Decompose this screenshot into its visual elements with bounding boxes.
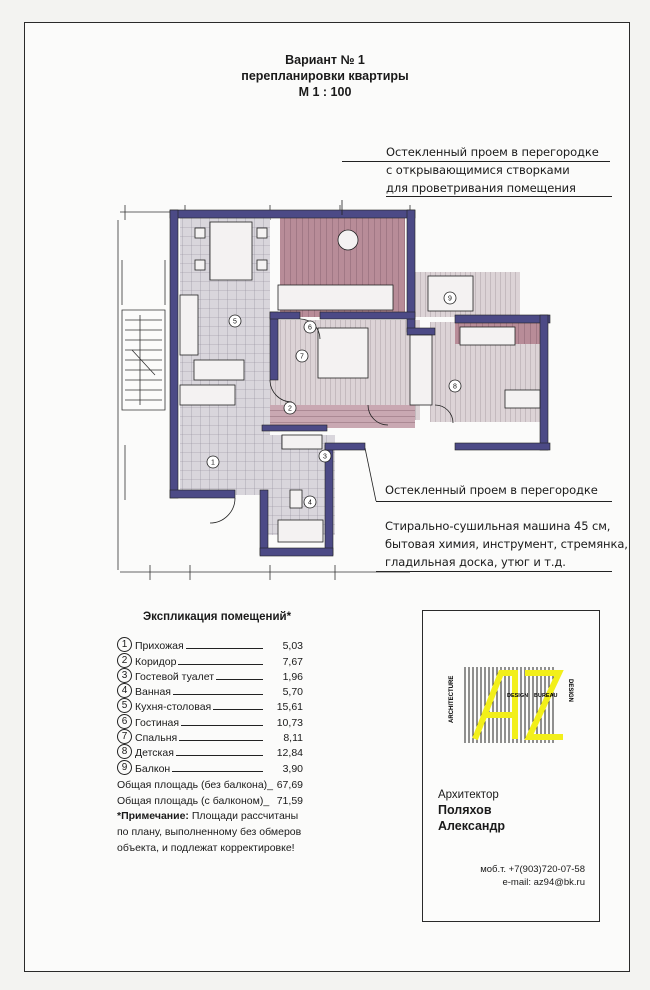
explication-row: 4 Ванная 5,70 — [117, 683, 303, 698]
leader-line-top — [342, 161, 610, 162]
explication-row: 2 Коридор 7,67 — [117, 652, 303, 667]
note-glazed-opening-top — [386, 143, 599, 197]
explication-row: 5 Кухня-столовая 15,61 — [117, 698, 303, 713]
room-marker-4 — [304, 496, 316, 508]
room-marker-1 — [207, 456, 219, 468]
email-link[interactable]: e-mail: az94@bk.ru — [502, 877, 585, 888]
explication-row: 9 Балкон 3,90 — [117, 759, 303, 774]
total-with-balcony: Общая площадь (с балконом)_ 71,59 — [117, 794, 303, 807]
architect-name — [438, 802, 505, 834]
note-top-line-1: Остекленный проем в перегородке — [386, 145, 599, 159]
svg-text:DESIGN: DESIGN — [567, 679, 573, 703]
title-line-2: перепланировки квартиры — [241, 69, 409, 83]
title-line-3: М 1 : 100 — [298, 85, 352, 99]
note-glazed-text: Остекленный проем в перегородке — [385, 483, 598, 497]
room-marker-7 — [296, 350, 308, 362]
svg-text:BUREAU: BUREAU — [534, 693, 558, 699]
room-marker-5 — [229, 315, 241, 327]
explication-row: 1 Прихожая 5,03 — [117, 637, 303, 652]
note-top-line-2: с открывающимися створками — [386, 163, 570, 177]
architect-label: Архитектор — [438, 789, 499, 801]
floor-plan — [110, 200, 560, 585]
room-marker-3 — [319, 450, 331, 462]
svg-text:3: 3 — [323, 453, 327, 461]
svg-text:4: 4 — [308, 499, 312, 507]
contacts — [480, 863, 585, 889]
note-top-line-3: для проветривания помещения — [386, 181, 576, 195]
explication-row: 3 Гостевой туалет 1,96 — [117, 668, 303, 683]
explication-row: 6 Гостиная 10,73 — [117, 713, 303, 728]
svg-text:ARCHITECTURE: ARCHITECTURE — [449, 675, 455, 723]
explication-row: 8 Детская 12,84 — [117, 744, 303, 759]
title-line-1: Вариант № 1 — [285, 53, 365, 67]
architect-firstname: Александр — [438, 819, 506, 833]
svg-text:6: 6 — [308, 324, 312, 332]
phone: моб.т. +7(903)720-07-58 — [480, 864, 585, 875]
note-storage-line-3: гладильная доска, утюг и т.д. — [385, 555, 566, 569]
underline-top — [386, 196, 612, 197]
svg-text:9: 9 — [448, 295, 452, 303]
remark: *Примечание: Площади рассчитаны по плану, выполненному без обмеров объекта, и подлежат корректировке! — [117, 809, 302, 854]
drawing-title — [210, 52, 440, 100]
total-without-balcony: Общая площадь (без балкона)_ 67,69 — [117, 778, 303, 791]
svg-text:7: 7 — [300, 353, 304, 361]
room-marker-6 — [304, 321, 316, 333]
svg-text:5: 5 — [233, 318, 237, 326]
explication-title: Экспликация помещений* — [143, 611, 292, 623]
architect-surname: Поляхов — [438, 803, 492, 817]
room-marker-8 — [449, 380, 461, 392]
room-marker-2 — [284, 402, 296, 414]
explication-table — [117, 637, 303, 856]
note-storage-line-2: бытовая химия, инструмент, стремянка, — [385, 537, 628, 551]
architect-card — [422, 610, 600, 922]
room-marker-9 — [444, 292, 456, 304]
svg-text:8: 8 — [453, 383, 457, 391]
explication-row: 7 Спальня 8,11 — [117, 729, 303, 744]
bureau-logo — [441, 663, 577, 745]
note-storage-line-1: Стирально-сушильная машина 45 см, — [385, 519, 611, 533]
svg-text:DESIGN: DESIGN — [507, 693, 529, 699]
svg-text:1: 1 — [211, 459, 215, 467]
svg-text:2: 2 — [288, 405, 292, 413]
